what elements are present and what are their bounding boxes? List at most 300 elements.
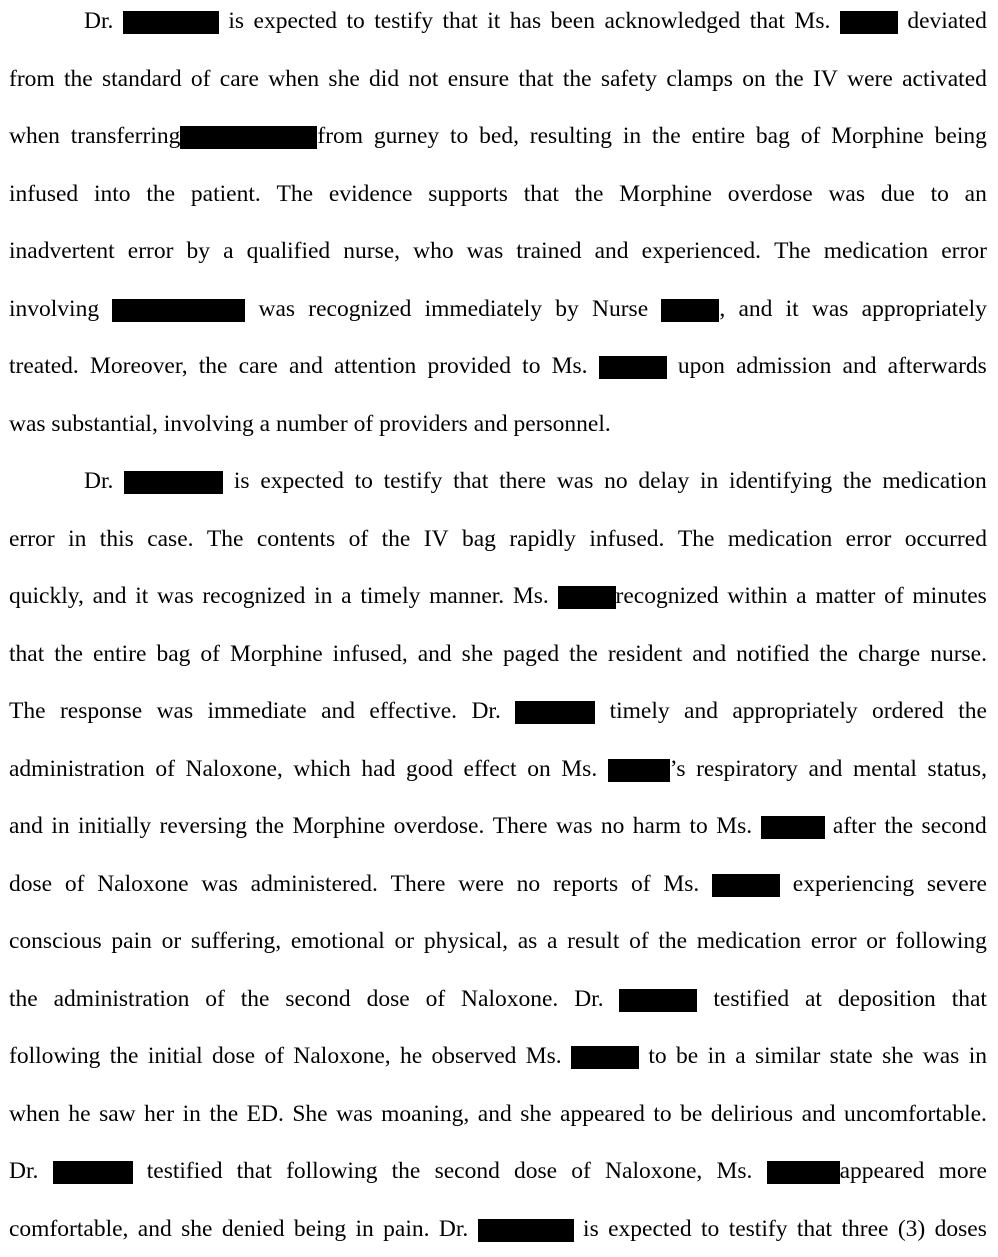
word-group (123, 6, 219, 36)
word: a (735, 1043, 746, 1069)
word: nurse, (343, 238, 401, 264)
word: resulting (529, 123, 613, 149)
word: did (369, 66, 400, 92)
word: ordered (872, 698, 944, 724)
word: a (341, 583, 352, 609)
word: Ms. (716, 813, 753, 839)
word: expected (260, 468, 344, 494)
word-group (478, 1214, 574, 1244)
word: of (190, 66, 211, 92)
word: and (417, 641, 452, 667)
word: that (796, 1216, 833, 1242)
word-group (727, 581, 787, 611)
word-group (652, 121, 681, 151)
word: following (286, 1158, 378, 1184)
word: was (555, 813, 593, 839)
word: dose (212, 1043, 256, 1069)
word-group (503, 639, 559, 669)
word-group (191, 179, 261, 209)
word: is (233, 468, 250, 494)
word: initially (78, 813, 152, 839)
word: initial (147, 1043, 203, 1069)
word-group (479, 121, 519, 151)
word: the (574, 181, 604, 207)
word-group (700, 466, 718, 496)
word: and (288, 353, 323, 379)
word: to (450, 123, 469, 149)
word: expected (608, 1216, 692, 1242)
word: and (321, 698, 356, 724)
word: medication (882, 468, 987, 494)
word-group (333, 639, 408, 669)
word: standard (102, 66, 182, 92)
word-group (9, 811, 43, 841)
word-group (619, 984, 697, 1014)
word-group (65, 869, 85, 899)
word: and (692, 641, 727, 667)
word-group (347, 6, 365, 36)
word: dose (514, 1158, 558, 1184)
word: to (689, 813, 708, 839)
word: Morphine (619, 181, 712, 207)
word: physical, (423, 928, 509, 954)
word-group (563, 64, 592, 94)
word: immediately (424, 296, 543, 322)
word-group (882, 1041, 913, 1071)
word-group (819, 639, 848, 669)
word-group (862, 294, 987, 324)
word: the (209, 1101, 239, 1127)
word: to (653, 1101, 672, 1127)
word: overdose (727, 181, 813, 207)
word-group (487, 6, 500, 36)
word-group (458, 869, 504, 899)
word-group (329, 179, 413, 209)
word: the (109, 1043, 139, 1069)
word: transferring (70, 123, 181, 149)
word: he (68, 1101, 91, 1127)
word: she (461, 641, 493, 667)
word: admission (736, 353, 832, 379)
word-group (361, 754, 395, 784)
word-group (516, 236, 581, 266)
text-line (9, 984, 987, 1014)
word-group (930, 639, 987, 669)
word-group (729, 1214, 788, 1244)
word: into (94, 181, 131, 207)
word: rapidly (509, 526, 576, 552)
word: second (434, 1158, 500, 1184)
word: error (845, 526, 892, 552)
word-group (633, 811, 681, 841)
word: a (547, 928, 558, 954)
word: of (571, 1158, 591, 1184)
word: provided (427, 353, 511, 379)
word: was (556, 468, 594, 494)
word-group (716, 1156, 752, 1186)
word-group (200, 639, 220, 669)
word: testified (146, 1158, 223, 1184)
word-group (750, 6, 785, 36)
word-group (467, 236, 504, 266)
word-group (54, 639, 83, 669)
text-line (9, 1041, 987, 1071)
text-line (9, 236, 987, 266)
word-group (513, 581, 549, 611)
word: that (442, 8, 478, 34)
word-group (884, 811, 913, 841)
word: of (200, 641, 220, 667)
word: was (466, 238, 504, 264)
word: ED. (246, 1101, 284, 1127)
word: following (9, 1043, 101, 1069)
word: contents (256, 526, 336, 552)
word-group (9, 581, 84, 611)
word: mental (853, 756, 917, 782)
word-group (912, 581, 986, 611)
word-group (831, 121, 924, 151)
word: the (658, 928, 688, 954)
word: delirious (710, 1101, 794, 1127)
word-group (9, 1156, 38, 1186)
word-group (811, 926, 857, 956)
word-group (729, 466, 832, 496)
word-group (755, 1041, 820, 1071)
word-group (64, 64, 93, 94)
word-group (560, 1099, 645, 1129)
word: effective. (369, 698, 458, 724)
word: afterwards (887, 353, 987, 379)
word: was (336, 1101, 373, 1127)
redaction-block (767, 1161, 840, 1184)
word: effect (463, 756, 517, 782)
word: the (63, 66, 93, 92)
word: been (550, 8, 595, 34)
word-group (157, 696, 194, 726)
word: testified (713, 986, 790, 1012)
word-group (520, 1099, 551, 1129)
word: the (562, 66, 592, 92)
word-group (619, 179, 712, 209)
word: resident (607, 641, 683, 667)
word: dose (366, 986, 410, 1012)
word-group (384, 466, 443, 496)
word: medication (727, 526, 833, 552)
text-line (9, 294, 987, 324)
word: deviated (907, 8, 987, 34)
word-group (629, 926, 649, 956)
text-line (9, 581, 987, 611)
word: when (268, 66, 320, 92)
word-group (369, 696, 457, 726)
word: , (719, 296, 726, 322)
word-group (526, 1041, 562, 1071)
word-group (360, 581, 420, 611)
redaction-block (840, 11, 898, 34)
text-line (84, 6, 987, 36)
word: The (774, 238, 811, 264)
word: Dr. (9, 1158, 39, 1184)
word: following (895, 928, 987, 954)
word-group (78, 811, 151, 841)
word: Dr. (471, 698, 501, 724)
word-group (551, 6, 595, 36)
word-group (111, 926, 151, 956)
word: the (819, 641, 848, 667)
word: comfortable, (9, 1216, 129, 1242)
word: and (9, 813, 43, 839)
word: Morphine (229, 641, 323, 667)
word: infused (9, 181, 79, 207)
word: and (594, 238, 629, 264)
redaction-block (515, 701, 595, 724)
word: there (499, 468, 547, 494)
word-group (254, 6, 338, 36)
word-group (186, 754, 283, 784)
word-group (711, 1099, 793, 1129)
word-group (293, 1041, 390, 1071)
word-group (199, 351, 228, 381)
word-group (391, 869, 446, 899)
word: Nurse (592, 296, 649, 322)
word: she (520, 1101, 552, 1127)
word: medication (696, 928, 802, 954)
word-group (884, 581, 904, 611)
word: bag (462, 526, 496, 552)
word-group (697, 926, 801, 956)
word-group (796, 581, 806, 611)
word: when (9, 1101, 60, 1127)
text-line (9, 351, 987, 381)
word: Ms. (561, 756, 598, 782)
word-group (428, 179, 508, 209)
word: to (522, 353, 541, 379)
word-group (156, 639, 190, 669)
word-group (425, 294, 542, 324)
word: respiratory (696, 756, 798, 782)
word-group (60, 696, 142, 726)
word: timely (360, 583, 421, 609)
word-group (228, 6, 244, 36)
word-group (801, 121, 821, 151)
word-group (935, 121, 987, 151)
word-group (257, 524, 335, 554)
word-group (461, 984, 558, 1014)
word-group (9, 639, 44, 669)
word: medication (823, 238, 929, 264)
word: reversing (159, 813, 247, 839)
word: occurred (904, 526, 987, 552)
word: response (59, 698, 143, 724)
word-group (110, 1041, 139, 1071)
word-group (369, 64, 399, 94)
word-group (524, 179, 559, 209)
word: paged (503, 641, 560, 667)
word: testify (383, 468, 443, 494)
word-group (604, 466, 628, 496)
word: error (9, 526, 55, 552)
redaction-block (124, 471, 223, 494)
word-group (605, 1156, 702, 1186)
word: pain. (383, 1216, 430, 1242)
word-group (205, 984, 225, 1014)
word-group (112, 294, 245, 324)
word-group (493, 811, 548, 841)
redaction-block (123, 11, 219, 34)
word: that (518, 66, 554, 92)
word-group (462, 639, 493, 669)
word-group (642, 236, 761, 266)
word-group (692, 121, 746, 151)
word: or (866, 928, 886, 954)
word: good (405, 756, 453, 782)
word: was (201, 871, 238, 897)
word: from (9, 66, 55, 92)
word-group (355, 466, 373, 496)
text-line (9, 869, 987, 899)
text-line (9, 409, 987, 439)
word-group (794, 6, 830, 36)
word-group (547, 926, 557, 956)
word-group (736, 351, 831, 381)
word-group (230, 639, 323, 669)
word: Dr. (574, 986, 604, 1012)
word-group (561, 754, 597, 784)
word: dose (9, 871, 53, 897)
word-group (797, 1214, 832, 1244)
word-group (260, 466, 344, 496)
word-group (9, 984, 38, 1014)
word: not (408, 66, 439, 92)
word: appropriately (861, 296, 987, 322)
word-group (713, 984, 789, 1014)
word-group (208, 696, 307, 726)
word: administration (53, 986, 190, 1012)
word: in (700, 468, 719, 494)
word: no (600, 813, 625, 839)
word: was (811, 296, 849, 322)
text-line (9, 811, 987, 841)
word-group (9, 754, 145, 784)
word-group (881, 179, 915, 209)
word: recognized (615, 583, 719, 609)
word-group (395, 926, 415, 956)
word-group (382, 524, 411, 554)
word-group (813, 64, 838, 94)
word: or (394, 928, 415, 954)
word: error (127, 238, 174, 264)
word-group (286, 1156, 377, 1186)
word: that (749, 8, 785, 34)
word: quickly, (9, 583, 84, 609)
word: result (567, 928, 620, 954)
word: pain (111, 928, 152, 954)
word-group (453, 466, 488, 496)
word-group (793, 869, 914, 899)
word: evidence (328, 181, 413, 207)
word: testify (374, 8, 434, 34)
word: delay (638, 468, 690, 494)
word: Morphine (292, 813, 386, 839)
redaction-block (761, 816, 825, 839)
word-group (808, 754, 842, 784)
word: IV (423, 526, 449, 552)
word-group (241, 984, 270, 1014)
word: administration (9, 756, 145, 782)
word: that (453, 468, 489, 494)
word: The (9, 698, 46, 724)
word-group (663, 869, 699, 899)
word-group (841, 1214, 888, 1244)
word-group (293, 754, 350, 784)
redaction-block (661, 299, 719, 322)
word-group (94, 179, 131, 209)
redaction-block (558, 586, 616, 609)
word: from (317, 123, 364, 149)
word: saw (99, 1101, 136, 1127)
word-group (251, 869, 378, 899)
word-group (160, 811, 247, 841)
text-line (9, 524, 987, 554)
word: and (801, 1101, 836, 1127)
word-group (928, 754, 987, 784)
word: matter (815, 583, 876, 609)
word: overdose. (393, 813, 485, 839)
word-group (557, 466, 594, 496)
word-group (927, 869, 987, 899)
word: nurse. (930, 641, 987, 667)
word: Naloxone, (293, 1043, 391, 1069)
word-group (183, 1099, 201, 1129)
word-group (255, 811, 284, 841)
word: reports (552, 871, 619, 897)
word-group (9, 926, 102, 956)
word: error (941, 238, 987, 264)
word-group (478, 1099, 512, 1129)
word: the (54, 641, 83, 667)
word-group (567, 926, 619, 956)
word-group (608, 639, 682, 669)
word-group (558, 581, 719, 611)
word-group (728, 524, 832, 554)
word-group (838, 984, 936, 1014)
word: minutes (912, 583, 987, 609)
word-group (135, 581, 148, 611)
word-group (728, 179, 813, 209)
word-group (922, 811, 987, 841)
word-group (815, 581, 875, 611)
word: There (390, 871, 446, 897)
word-group (846, 524, 892, 554)
word-group (247, 236, 331, 266)
word: in (51, 813, 70, 839)
word: Ms. (512, 583, 549, 609)
word-group (374, 121, 439, 151)
word-group (336, 1099, 373, 1129)
word-group (334, 351, 416, 381)
word-group (802, 1099, 836, 1129)
word: patient. (190, 181, 261, 207)
word-group (589, 524, 664, 554)
word: notified (736, 641, 810, 667)
word-group (406, 754, 453, 784)
word: the (240, 986, 270, 1012)
word-group (676, 1041, 698, 1071)
word-group (68, 524, 86, 554)
word-group (264, 1041, 284, 1071)
word: a (796, 583, 807, 609)
word: was substantial, involving a number of providers and personnel. (9, 411, 611, 437)
